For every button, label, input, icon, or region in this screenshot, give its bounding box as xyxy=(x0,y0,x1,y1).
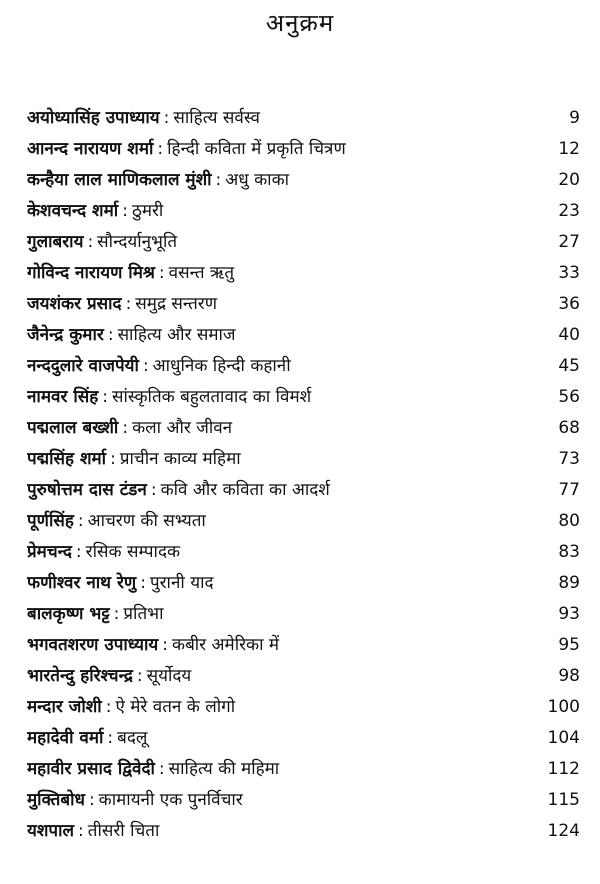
toc-separator: : xyxy=(75,542,82,562)
toc-page-number: 80 xyxy=(558,511,580,531)
toc-page-number: 77 xyxy=(558,480,580,500)
toc-page-number: 20 xyxy=(558,170,580,190)
toc-separator: : xyxy=(122,418,129,438)
toc-entry xyxy=(27,320,540,351)
toc-page-number: 27 xyxy=(558,232,580,252)
toc-entry xyxy=(27,196,540,227)
toc-page-number: 104 xyxy=(547,728,580,748)
toc-work-title: कवि और कविता का आदर्श xyxy=(160,480,330,500)
toc-author: जैनेन्द्र कुमार xyxy=(27,325,104,345)
toc-separator: : xyxy=(158,263,165,283)
toc-separator: : xyxy=(215,170,222,190)
toc-page-number: 100 xyxy=(547,697,580,717)
toc-entry xyxy=(27,630,540,661)
toc-row xyxy=(27,816,580,847)
toc-work-title: अधु काका xyxy=(225,170,290,190)
toc-work-title: प्राचीन काव्य महिमा xyxy=(119,449,241,469)
toc-entry xyxy=(27,599,540,630)
toc-page-number: 40 xyxy=(558,325,580,345)
toc-work-title: साहित्य और समाज xyxy=(117,325,236,345)
toc-work-title: कामायनी एक पुनर्विचार xyxy=(98,790,243,810)
toc-author: यशपाल xyxy=(27,821,75,841)
toc-author: पद्मसिंह शर्मा xyxy=(27,449,107,469)
toc-work-title: ऐ मेरे वतन के लोगो xyxy=(115,697,236,717)
toc-page-number: 45 xyxy=(558,356,580,376)
toc-row xyxy=(27,723,580,754)
toc-page-number: 89 xyxy=(558,573,580,593)
toc-author: बालकृष्ण भट्ट xyxy=(27,604,110,624)
toc-work-title: पुरानी याद xyxy=(149,573,214,593)
toc-page-number: 33 xyxy=(558,263,580,283)
toc-separator: : xyxy=(150,480,157,500)
toc-separator: : xyxy=(163,108,170,128)
toc-entry xyxy=(27,754,540,785)
toc-work-title: तीसरी चिता xyxy=(87,821,160,841)
toc-author: महादेवी वर्मा xyxy=(27,728,104,748)
toc-page-number: 23 xyxy=(558,201,580,221)
toc-author: गुलाबराय xyxy=(27,232,84,252)
toc-work-title: साहित्य की महिमा xyxy=(168,759,280,779)
toc-entry xyxy=(27,289,540,320)
toc-author: महावीर प्रसाद द्विवेदी xyxy=(27,759,155,779)
toc-entry xyxy=(27,475,540,506)
toc-separator: : xyxy=(162,635,169,655)
toc-row xyxy=(27,351,580,382)
toc-row xyxy=(27,134,580,165)
toc-separator: : xyxy=(107,728,114,748)
toc-row xyxy=(27,754,580,785)
toc-author: नन्ददुलारे वाजपेयी xyxy=(27,356,139,376)
toc-author: अयोध्यासिंह उपाध्याय xyxy=(27,108,160,128)
toc-work-title: सूर्योदय xyxy=(146,666,192,686)
toc-separator: : xyxy=(77,511,84,531)
toc-separator: : xyxy=(102,387,108,407)
toc-author: पूर्णसिंह xyxy=(27,511,74,531)
toc-page-number: 9 xyxy=(569,108,580,128)
toc-row xyxy=(27,506,580,537)
toc-separator: : xyxy=(88,790,95,810)
toc-separator: : xyxy=(157,139,164,159)
toc-row xyxy=(27,537,580,568)
toc-entry xyxy=(27,506,540,537)
toc-row xyxy=(27,475,580,506)
toc-entry xyxy=(27,444,540,475)
toc-author: भारतेन्दु हरिश्चन्द्र xyxy=(27,666,133,686)
toc-work-title: वसन्त ऋतु xyxy=(168,263,235,283)
toc-row xyxy=(27,661,580,692)
toc-entry xyxy=(27,568,540,599)
toc-entry xyxy=(27,134,540,165)
toc-entry xyxy=(27,382,540,413)
toc-work-title: आधुनिक हिन्दी कहानी xyxy=(152,356,291,376)
toc-row xyxy=(27,227,580,258)
toc-entry xyxy=(27,661,540,692)
toc-entry xyxy=(27,723,540,754)
table-of-contents xyxy=(27,103,580,847)
toc-entry xyxy=(27,351,540,382)
toc-separator: : xyxy=(78,821,84,841)
toc-work-title: बदलू xyxy=(117,728,148,748)
toc-row xyxy=(27,599,580,630)
toc-separator: : xyxy=(136,666,143,686)
toc-separator: : xyxy=(87,232,94,252)
toc-separator: : xyxy=(105,697,112,717)
toc-entry xyxy=(27,537,540,568)
toc-row xyxy=(27,568,580,599)
toc-page-number: 68 xyxy=(558,418,580,438)
toc-page-number: 112 xyxy=(547,759,580,779)
toc-row xyxy=(27,382,580,413)
toc-page-number: 56 xyxy=(558,387,580,407)
toc-separator: : xyxy=(125,294,132,314)
toc-author: फणीश्वर नाथ रेणु xyxy=(27,573,137,593)
toc-entry xyxy=(27,692,540,723)
toc-page-number: 95 xyxy=(558,635,580,655)
toc-entry xyxy=(27,413,540,444)
toc-row xyxy=(27,413,580,444)
toc-work-title: रसिक सम्पादक xyxy=(85,542,181,562)
toc-work-title: प्रतिभा xyxy=(123,604,164,624)
toc-author: कन्हैया लाल माणिकलाल मुंशी xyxy=(27,170,212,190)
toc-author: पद्मलाल बख्शी xyxy=(27,418,119,438)
toc-separator: : xyxy=(107,325,114,345)
toc-separator: : xyxy=(158,759,165,779)
toc-row xyxy=(27,289,580,320)
toc-row xyxy=(27,630,580,661)
toc-author: गोविन्द नारायण मिश्र xyxy=(27,263,155,283)
toc-page-number: 93 xyxy=(558,604,580,624)
toc-separator: : xyxy=(113,604,120,624)
toc-author: पुरुषोत्तम दास टंडन xyxy=(27,480,147,500)
toc-page-number: 115 xyxy=(547,790,580,810)
toc-work-title: सौन्दर्यानुभूति xyxy=(97,232,178,252)
toc-entry xyxy=(27,258,540,289)
toc-work-title: कला और जीवन xyxy=(132,418,233,438)
toc-row xyxy=(27,692,580,723)
toc-author: मुक्तिबोध xyxy=(27,790,85,810)
toc-entry xyxy=(27,227,540,258)
toc-entry xyxy=(27,165,540,196)
toc-work-title: आचरण की सभ्यता xyxy=(87,511,206,531)
toc-row xyxy=(27,320,580,351)
toc-entry xyxy=(27,816,540,847)
toc-page-number: 98 xyxy=(558,666,580,686)
toc-row xyxy=(27,785,580,816)
toc-entry xyxy=(27,785,540,816)
toc-page-number: 36 xyxy=(558,294,580,314)
toc-author: भगवतशरण उपाध्याय xyxy=(27,635,159,655)
toc-work-title: हिन्दी कविता में प्रकृति चित्रण xyxy=(167,139,346,159)
toc-author: आनन्द नारायण शर्मा xyxy=(27,139,154,159)
toc-page-number: 83 xyxy=(558,542,580,562)
toc-work-title: ठुमरी xyxy=(131,201,164,221)
toc-author: केशवचन्द शर्मा xyxy=(27,201,119,221)
toc-row xyxy=(27,196,580,227)
toc-author: नामवर सिंह xyxy=(27,387,99,407)
toc-author: जयशंकर प्रसाद xyxy=(27,294,122,314)
toc-work-title: कबीर अमेरिका में xyxy=(172,635,280,655)
toc-author: मन्दार जोशी xyxy=(27,697,102,717)
toc-row xyxy=(27,258,580,289)
toc-page-number: 73 xyxy=(558,449,580,469)
toc-entry xyxy=(27,103,540,134)
toc-page-number: 124 xyxy=(547,821,580,841)
toc-author: प्रेमचन्द xyxy=(27,542,72,562)
toc-work-title: समुद्र सन्तरण xyxy=(135,294,218,314)
toc-separator: : xyxy=(122,201,128,221)
toc-work-title: साहित्य सर्वस्व xyxy=(173,108,260,128)
toc-row xyxy=(27,103,580,134)
toc-row xyxy=(27,444,580,475)
toc-page-number: 12 xyxy=(558,139,580,159)
page-title: अनुक्रम xyxy=(265,9,335,37)
toc-separator: : xyxy=(140,573,146,593)
toc-row xyxy=(27,165,580,196)
toc-separator: : xyxy=(142,356,149,376)
toc-work-title: सांस्कृतिक बहुलतावाद का विमर्श xyxy=(111,387,312,407)
toc-separator: : xyxy=(110,449,116,469)
